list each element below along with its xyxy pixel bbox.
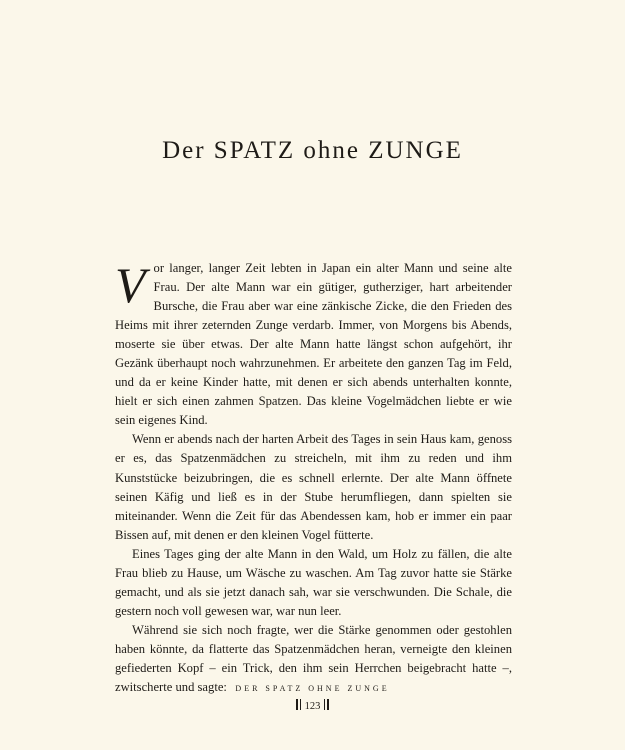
paragraph-3: Eines Tages ging der alte Mann in den Wald, um Holz zu fällen, die alte Frau blieb zu Hause, um Wäsche zu waschen. Am Tag zuvor hatte sie Stärke gemacht, und als sie jetzt danach sah, war sie verschwunden. Die Schale, die gestern noch voll gewesen war, war nun leer. xyxy=(115,546,512,618)
folio-rule-left-outer xyxy=(296,699,298,710)
drop-cap: V xyxy=(115,257,146,313)
page-number: 123 xyxy=(304,701,321,712)
page-folio xyxy=(0,699,625,712)
running-head: DER SPATZ OHNE ZUNGE xyxy=(235,684,390,693)
folio-rule-left-inner xyxy=(300,699,301,710)
paragraph-4: Während sie sich noch fragte, wer die Stärke genommen oder gestohlen haben könnte, da flatterte das Spatzenmädchen heran, verneigte den kleinen gefiederten Kopf – ein Trick, den ihm sein Herrchen beigebracht hatte –, zwitscherte und sagte: xyxy=(115,622,512,695)
paragraph-1-text: or langer, langer Zeit lebten in Japan ein alter Mann und seine alte Frau. Der alte Mann war ein gütiger, gutherziger, hart arbeitender Bursche, die Frau aber war eine zänkische Zicke, die den Frieden des Heims mit ihrer zeternden Zunge verdarb. Immer, von Morgens bis Abends, moserte sie über etwas. Der alte Mann hatte längst schon aufgehört, ihr Gezänk überhaupt noch wahrzunehmen. Er arbeitete den ganzen Tag im Feld, und da er keine Kinder hatte, mit denen er sich abends unterhalten konnte, hielt er sich einen zahmen Spatzen. Das kleine Vogelmädchen liebte er wie sein eigenes Kind. xyxy=(115,261,512,428)
paragraph-1 xyxy=(115,259,512,430)
chapter-title: Der SPATZ ohne ZUNGE xyxy=(162,137,463,164)
folio-rule-right-inner xyxy=(324,699,325,710)
folio-rule-right-outer xyxy=(327,699,329,710)
story-text xyxy=(115,259,512,697)
paragraph-2: Wenn er abends nach der harten Arbeit des Tages in sein Haus kam, genoss er es, das Spatzenmädchen zu streicheln, mit ihm zu reden und ihm Kunststücke beizubringen, die es schnell erlernte. Der alte Mann öffnete seinen Käfig und ließ es in der Stube herumfliegen, dann spielten sie miteinander. Wenn die Zeit für das Abendessen kam, hob er immer ein paar Bissen auf, mit denen er den kleinen Vogel fütterte. xyxy=(115,432,512,542)
